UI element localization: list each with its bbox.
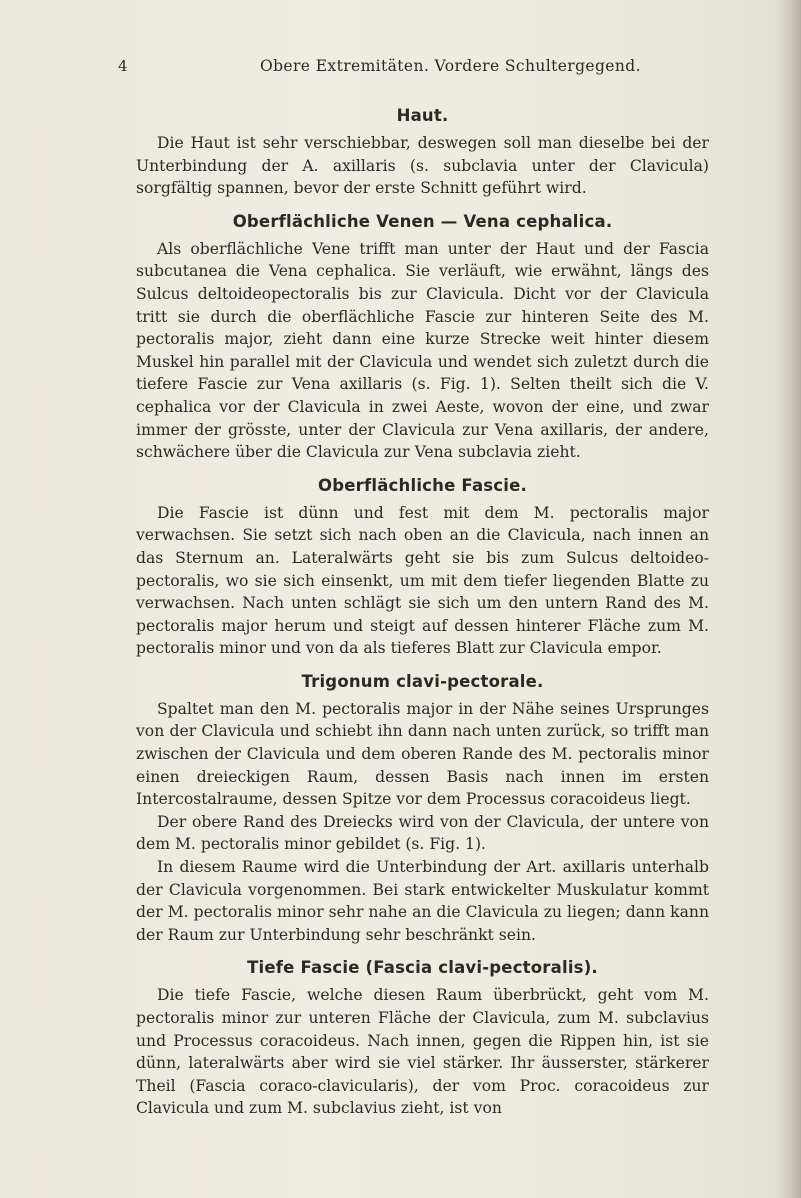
running-title: Obere Extremitäten. Vordere Schultergegend. <box>260 57 641 75</box>
section-heading: Trigonum clavi-pectorale. <box>301 671 544 691</box>
paragraph: Die Haut ist sehr verschiebbar, deswegen soll man dieselbe bei der Unterbindung der A. axillaris (s. subclavia unter der Clavicula) sorgfältig spannen, bevor der erste Schnitt geführt wird. <box>136 134 709 198</box>
section-vena-cephalica <box>136 206 709 464</box>
section-trigonum <box>136 666 709 947</box>
section-heading: Tiefe Fascie (Fascia clavi-pectoralis). <box>247 958 598 978</box>
paragraph: Die tiefe Fascie, welche diesen Raum überbrückt, geht vom M. pectoralis minor zur unteren Fläche der Clavicula, zum M. subclavius und Processus coracoideus. Nach innen, gegen die Rippen hin, ist sie dünn, lateralwärts aber wird sie viel stärker. Ihr äusserster, stärkerer Theil (Fascia coraco-clavicularis), der vom Proc. coracoideus zur Clavicula und zum M. subclavius zieht, ist von <box>136 986 709 1118</box>
page-body <box>136 100 709 1120</box>
paragraph: In diesem Raume wird die Unterbindung der Art. axillaris unterhalb der Clavicula vorgenommen. Bei stark entwickelter Muskulatur kommt der M. pectoralis minor sehr nahe an die Clavicula zu liegen; dann kann der Raum zur Unterbindung sehr beschränkt sein. <box>136 858 709 944</box>
page-number: 4 <box>118 57 128 75</box>
section-haut <box>136 100 709 200</box>
section-tiefe-fascie <box>136 952 709 1120</box>
paragraph: Der obere Rand des Dreiecks wird von der Clavicula, der untere von dem M. pectoralis minor gebildet (s. Fig. 1). <box>136 812 709 854</box>
section-oberflaechliche-fascie <box>136 470 709 660</box>
paragraph: Spaltet man den M. pectoralis major in der Nähe seines Ursprunges von der Clavicula und schiebt ihn dann nach unten zurück, so trifft man zwischen der Clavicula und dem oberen Rande des M. pectoralis minor einen dreieckigen Raum, dessen Basis nach innen im ersten Intercostalraume, dessen Spitze vor dem Processus coracoideus liegt. <box>136 699 709 809</box>
running-head <box>118 57 718 81</box>
page-edge-shadow <box>775 0 801 1198</box>
section-heading: Oberflächliche Fascie. <box>318 475 527 495</box>
paragraph: Die Fascie ist dünn und fest mit dem M. pectoralis major verwachsen. Sie setzt sich nach oben an die Clavicula, nach innen an das Sternum an. Lateralwärts geht sie bis zum Sulcus deltoideo-pectoralis, wo sie sich einsenkt, um mit dem tiefer liegenden Blatte zu verwachsen. Nach unten schlägt sie sich um den untern Rand des M. pectoralis major herum und steigt auf dessen hinterer Fläche zum M. pectoralis minor und von da als tieferes Blatt zur Clavicula empor. <box>136 503 709 658</box>
section-heading: Oberflächliche Venen — Vena cephalica. <box>232 211 613 231</box>
section-heading: Haut. <box>396 106 449 125</box>
paragraph: Als oberflächliche Vene trifft man unter der Haut und der Fascia subcutanea die Vena cephalica. Sie verläuft, wie erwähnt, längs des Sulcus deltoideopectoralis bis zur Clavicula. Dicht vor der Clavicula tritt sie durch die oberflächliche Fascie zur hinteren Seite des M. pectoralis major, zieht dann eine kurze Strecke weit hinter diesem Muskel hin parallel mit der Clavicula und wendet sich zuletzt durch die tiefere Fascie zur Vena axillaris (s. Fig. 1). Selten theilt sich die V. cephalica vor der Clavicula in zwei Aeste, wovon der eine, und zwar immer der grösste, unter der Clavicula zur Vena axillaris, der andere, schwächere über die Clavicula zur Vena subclavia zieht. <box>136 239 709 462</box>
